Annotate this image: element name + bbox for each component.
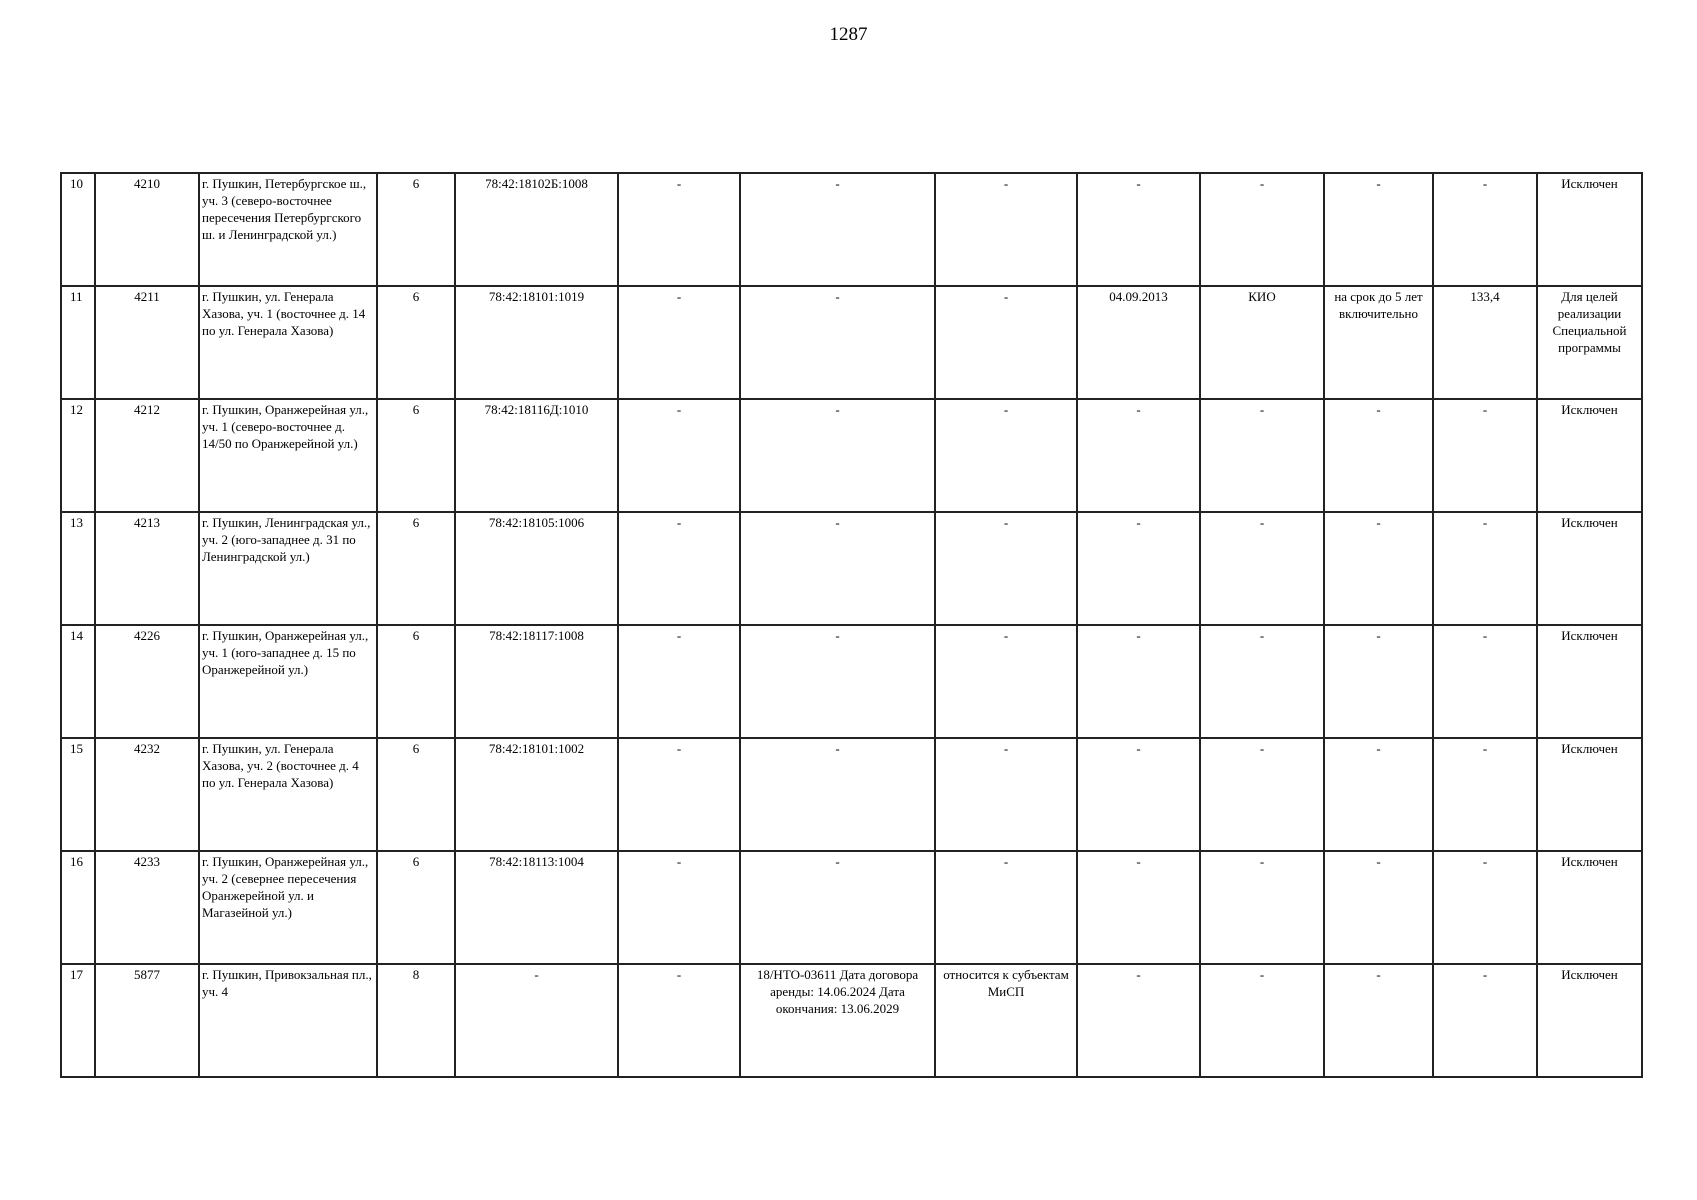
cadastral-number: 78:42:18102Б:1008 (455, 173, 618, 286)
cadastral-number: 78:42:18101:1002 (455, 738, 618, 851)
status: Исключен (1537, 738, 1642, 851)
address: г. Пушкин, Оранжерейная ул., уч. 1 (северо-восточнее д. 14/50 по Оранжерейной ул.) (199, 399, 377, 512)
object-id: 4211 (95, 286, 199, 399)
registry-table-body (61, 173, 1642, 1077)
column-7: - (740, 399, 935, 512)
column-6: - (618, 738, 740, 851)
column-4: 6 (377, 851, 455, 964)
column-8: - (935, 738, 1077, 851)
table-row (61, 173, 1642, 286)
page-number: 1287 (829, 24, 868, 45)
object-id: 4210 (95, 173, 199, 286)
column-10: - (1200, 851, 1324, 964)
table-row (61, 738, 1642, 851)
table-row (61, 399, 1642, 512)
status: Исключен (1537, 851, 1642, 964)
column-12: - (1433, 173, 1537, 286)
column-8: - (935, 512, 1077, 625)
status: Исключен (1537, 173, 1642, 286)
column-11: - (1324, 738, 1433, 851)
column-8: - (935, 851, 1077, 964)
row-number: 11 (61, 286, 95, 399)
column-10: - (1200, 625, 1324, 738)
table-row (61, 512, 1642, 625)
column-6: - (618, 399, 740, 512)
column-9: 04.09.2013 (1077, 286, 1200, 399)
column-12: - (1433, 851, 1537, 964)
table-row (61, 625, 1642, 738)
column-6: - (618, 964, 740, 1077)
cadastral-number: - (455, 964, 618, 1077)
column-9: - (1077, 964, 1200, 1077)
status: Исключен (1537, 625, 1642, 738)
column-11: - (1324, 173, 1433, 286)
column-10: - (1200, 964, 1324, 1077)
column-9: - (1077, 173, 1200, 286)
column-12: - (1433, 738, 1537, 851)
column-4: 6 (377, 286, 455, 399)
column-8: - (935, 625, 1077, 738)
column-11: - (1324, 512, 1433, 625)
status: Для целей реализации Специальной программы (1537, 286, 1642, 399)
table-row (61, 964, 1642, 1077)
column-12: 133,4 (1433, 286, 1537, 399)
table-row (61, 286, 1642, 399)
row-number: 10 (61, 173, 95, 286)
column-12: - (1433, 625, 1537, 738)
column-4: 8 (377, 964, 455, 1077)
column-6: - (618, 173, 740, 286)
column-11: - (1324, 625, 1433, 738)
object-id: 4212 (95, 399, 199, 512)
row-number: 17 (61, 964, 95, 1077)
column-8: - (935, 399, 1077, 512)
column-7: - (740, 173, 935, 286)
column-11: - (1324, 399, 1433, 512)
column-7: 18/НТО-03611 Дата договора аренды: 14.06.2024 Дата окончания: 13.06.2029 (740, 964, 935, 1077)
address: г. Пушкин, ул. Генерала Хазова, уч. 2 (восточнее д. 4 по ул. Генерала Хазова) (199, 738, 377, 851)
row-number: 13 (61, 512, 95, 625)
column-9: - (1077, 738, 1200, 851)
cadastral-number: 78:42:18117:1008 (455, 625, 618, 738)
column-4: 6 (377, 625, 455, 738)
column-9: - (1077, 625, 1200, 738)
row-number: 12 (61, 399, 95, 512)
column-7: - (740, 851, 935, 964)
row-number: 15 (61, 738, 95, 851)
table-row (61, 851, 1642, 964)
column-9: - (1077, 399, 1200, 512)
cadastral-number: 78:42:18116Д:1010 (455, 399, 618, 512)
column-10: - (1200, 512, 1324, 625)
address: г. Пушкин, Оранжерейная ул., уч. 2 (севернее пересечения Оранжерейной ул. и Магазейной ул.) (199, 851, 377, 964)
cadastral-number: 78:42:18105:1006 (455, 512, 618, 625)
column-12: - (1433, 399, 1537, 512)
cadastral-number: 78:42:18113:1004 (455, 851, 618, 964)
cadastral-number: 78:42:18101:1019 (455, 286, 618, 399)
column-12: - (1433, 512, 1537, 625)
status: Исключен (1537, 964, 1642, 1077)
column-4: 6 (377, 512, 455, 625)
column-7: - (740, 286, 935, 399)
row-number: 14 (61, 625, 95, 738)
address: г. Пушкин, ул. Генерала Хазова, уч. 1 (восточнее д. 14 по ул. Генерала Хазова) (199, 286, 377, 399)
column-9: - (1077, 851, 1200, 964)
address: г. Пушкин, Привокзальная пл., уч. 4 (199, 964, 377, 1077)
column-8: - (935, 286, 1077, 399)
column-8: относится к субъектам МиСП (935, 964, 1077, 1077)
column-6: - (618, 512, 740, 625)
object-id: 4213 (95, 512, 199, 625)
column-4: 6 (377, 399, 455, 512)
object-id: 5877 (95, 964, 199, 1077)
column-4: 6 (377, 173, 455, 286)
address: г. Пушкин, Петербургское ш., уч. 3 (северо-восточнее пересечения Петербургского ш. и Ленинградской ул.) (199, 173, 377, 286)
address: г. Пушкин, Оранжерейная ул., уч. 1 (юго-западнее д. 15 по Оранжерейной ул.) (199, 625, 377, 738)
column-10: - (1200, 738, 1324, 851)
column-10: - (1200, 399, 1324, 512)
column-4: 6 (377, 738, 455, 851)
column-11: - (1324, 964, 1433, 1077)
column-11: - (1324, 851, 1433, 964)
column-11: на срок до 5 лет включительно (1324, 286, 1433, 399)
column-10: - (1200, 173, 1324, 286)
column-12: - (1433, 964, 1537, 1077)
column-6: - (618, 286, 740, 399)
row-number: 16 (61, 851, 95, 964)
object-id: 4226 (95, 625, 199, 738)
registry-table (60, 172, 1643, 1078)
status: Исключен (1537, 512, 1642, 625)
column-6: - (618, 625, 740, 738)
status: Исключен (1537, 399, 1642, 512)
column-7: - (740, 738, 935, 851)
object-id: 4232 (95, 738, 199, 851)
column-8: - (935, 173, 1077, 286)
column-10: КИО (1200, 286, 1324, 399)
column-7: - (740, 625, 935, 738)
address: г. Пушкин, Ленинградская ул., уч. 2 (юго-западнее д. 31 по Ленинградской ул.) (199, 512, 377, 625)
column-6: - (618, 851, 740, 964)
object-id: 4233 (95, 851, 199, 964)
column-7: - (740, 512, 935, 625)
column-9: - (1077, 512, 1200, 625)
